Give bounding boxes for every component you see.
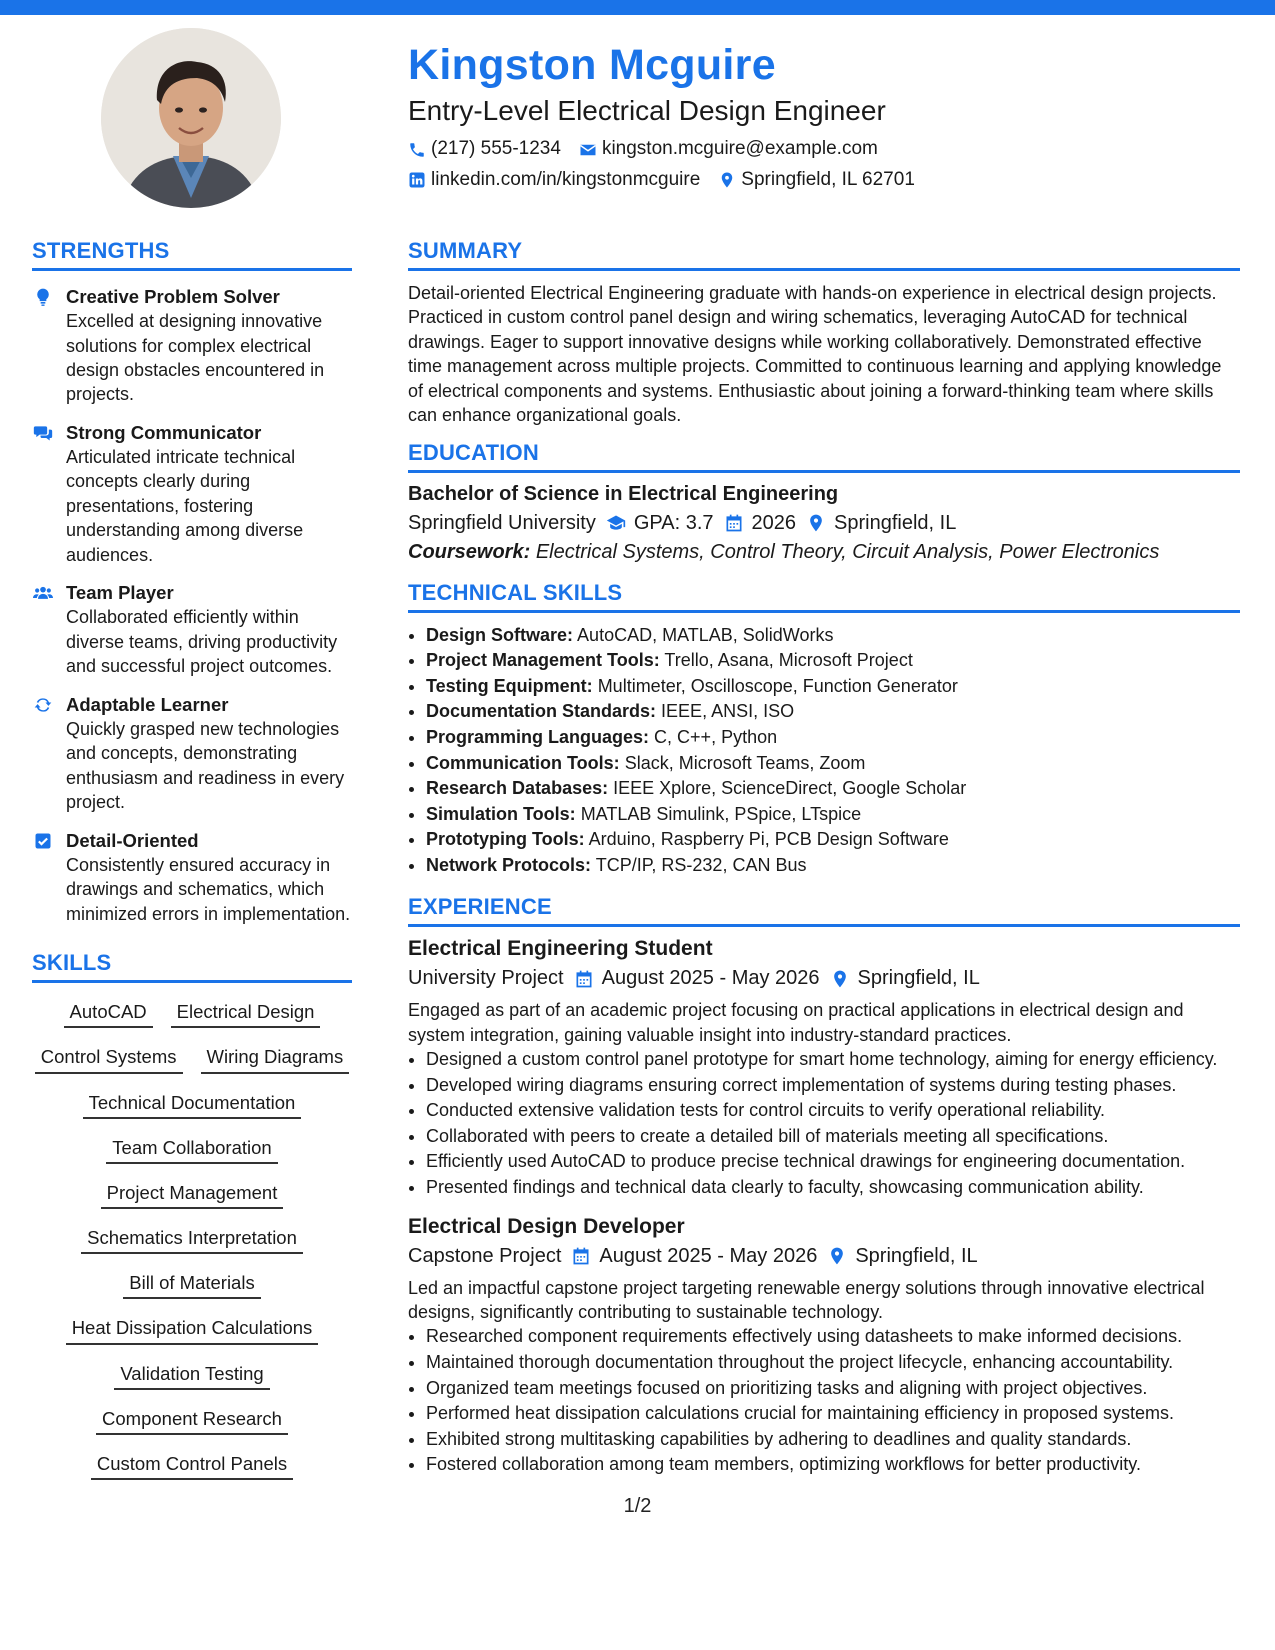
- comments-icon: [33, 423, 53, 443]
- page-number: 1/2: [623, 1495, 652, 1517]
- linkedin-text[interactable]: linkedin.com/in/kingstonmcguire: [431, 168, 701, 190]
- strength-desc: Excelled at designing innovative solutions for complex electrical design obstacles encountered in projects.: [66, 311, 325, 405]
- job-entry: [408, 1215, 1240, 1478]
- degree-title: Bachelor of Science in Electrical Engineering: [408, 482, 839, 505]
- graduation-cap-icon: [606, 513, 626, 533]
- strength-title: Strong Communicator: [66, 421, 262, 443]
- list-item: • Presented findings and technical data clearly to faculty, showcasing communication ability.: [426, 1175, 1240, 1201]
- calendar-icon: [724, 513, 744, 533]
- calendar-icon: [574, 969, 594, 989]
- strength-item: [32, 693, 352, 815]
- summary-text: Detail-oriented Electrical Engineering graduate with hands-on experience in electrical design projects. Practiced in custom control panel design and wiring schematics, leveraging AutoCAD for technical drawings. Eager to support innovative designs while working collaboratively. Demonstrated effective time management across multiple projects. Committed to continuous learning and applying knowledge of electrical components and systems. Enthusiastic about joining a forward-thinking team where skills can enhance organizational goals.: [408, 283, 1222, 426]
- phone-contact: [408, 137, 561, 162]
- job-dates: August 2025 - May 2026: [599, 1244, 818, 1267]
- candidate-title: Entry-Level Electrical Design Engineer: [408, 94, 886, 126]
- strength-title: Team Player: [66, 582, 174, 604]
- coursework: [408, 541, 1240, 564]
- email-text[interactable]: kingston.mcguire@example.com: [601, 138, 878, 160]
- linkedin-icon: [408, 171, 426, 189]
- strength-desc: Articulated intricate technical concepts clearly during presentations, fostering understanding among diverse audiences.: [66, 446, 304, 565]
- candidate-name: Kingston Mcguire: [408, 41, 776, 89]
- job-title: Electrical Engineering Student: [408, 937, 713, 961]
- job-description: Led an impactful capstone project targeting renewable energy solutions through innovative electrical designs, significantly contributing to sustainable technology.: [408, 1277, 1205, 1322]
- location-text: Springfield, IL 62701: [741, 168, 915, 190]
- job-location: Springfield, IL: [857, 967, 980, 990]
- job-meta: [408, 1245, 1240, 1268]
- skill-tag: Electrical Design: [171, 997, 321, 1028]
- map-pin-icon: [827, 1246, 847, 1266]
- list-item: • Testing Equipment: Multimeter, Oscilloscope, Function Generator: [426, 674, 1240, 700]
- strength-item: [32, 285, 352, 407]
- summary-heading: SUMMARY: [408, 238, 1240, 271]
- skill-tag: Bill of Materials: [123, 1268, 260, 1299]
- calendar-icon: [571, 1246, 591, 1266]
- list-item: • Network Protocols: TCP/IP, RS-232, CAN Bus: [426, 853, 1240, 879]
- list-item: • Design Software: AutoCAD, MATLAB, SolidWorks: [426, 623, 1240, 649]
- list-item: • Project Management Tools: Trello, Asana, Microsoft Project: [426, 648, 1240, 674]
- list-item: • Collaborated with peers to create a detailed bill of materials meeting all specifications.: [426, 1124, 1240, 1150]
- resume-header: [408, 40, 1228, 193]
- coursework-label: Coursework:: [408, 540, 531, 563]
- skill-tag: Component Research: [96, 1404, 288, 1435]
- grad-year: 2026: [751, 511, 797, 534]
- map-pin-icon: [806, 513, 826, 533]
- coursework-list: Electrical Systems, Control Theory, Circuit Analysis, Power Electronics: [535, 540, 1160, 563]
- skill-tag: Custom Control Panels: [91, 1449, 293, 1480]
- list-item: • Exhibited strong multitasking capabilities by adhering to deadlines and quality standards.: [426, 1427, 1240, 1453]
- list-item: • Programming Languages: C, C++, Python: [426, 725, 1240, 751]
- skill-tag: Team Collaboration: [106, 1133, 277, 1164]
- list-item: • Efficiently used AutoCAD to produce precise technical drawings for engineering documentation.: [426, 1149, 1240, 1175]
- experience-heading: EXPERIENCE: [408, 894, 1240, 927]
- email-contact[interactable]: [579, 137, 878, 162]
- list-item: • Designed a custom control panel prototype for smart home technology, aiming for energy efficiency.: [426, 1047, 1240, 1073]
- education-heading: EDUCATION: [408, 440, 1240, 473]
- list-item: • Research Databases: IEEE Xplore, ScienceDirect, Google Scholar: [426, 776, 1240, 802]
- job-description: Engaged as part of an academic project focusing on practical applications in electrical design and system integration, gaining valuable insight into industry-standard practices.: [408, 1000, 1184, 1045]
- strength-desc: Consistently ensured accuracy in drawings and schematics, which minimized errors in implementation.: [66, 854, 351, 924]
- list-item: • Conducted extensive validation tests for control circuits to verify operational reliability.: [426, 1098, 1240, 1124]
- skill-tag: AutoCAD: [64, 997, 153, 1028]
- technical-skills-list: [408, 623, 1240, 878]
- strength-title: Adaptable Learner: [66, 693, 229, 715]
- list-item: • Maintained thorough documentation throughout the project lifecycle, enhancing accountability.: [426, 1350, 1240, 1376]
- map-pin-icon: [830, 969, 850, 989]
- list-item: • Simulation Tools: MATLAB Simulink, PSpice, LTspice: [426, 802, 1240, 828]
- map-pin-icon: [718, 171, 736, 189]
- job-location: Springfield, IL: [855, 1244, 978, 1267]
- top-accent-bar: [0, 0, 1275, 15]
- skills-list: [32, 993, 352, 1494]
- job-org: University Project: [408, 967, 564, 990]
- list-item: • Prototyping Tools: Arduino, Raspberry Pi, PCB Design Software: [426, 827, 1240, 853]
- list-item: • Researched component requirements effectively using datasheets to make informed decisions.: [426, 1324, 1240, 1350]
- job-bullets: [408, 1324, 1240, 1477]
- strength-title: Creative Problem Solver: [66, 286, 280, 307]
- strength-item: [32, 829, 352, 926]
- skill-tag: Control Systems: [35, 1042, 183, 1073]
- skill-tag: Project Management: [101, 1178, 284, 1209]
- school-name: Springfield University: [408, 511, 596, 534]
- phone-text: (217) 555-1234: [431, 138, 561, 160]
- education-meta: [408, 512, 1240, 535]
- skill-tag: Schematics Interpretation: [81, 1223, 303, 1254]
- skill-tag: Technical Documentation: [83, 1088, 302, 1119]
- left-column: [32, 238, 352, 1494]
- sync-icon: [33, 695, 53, 715]
- skill-tag: Validation Testing: [114, 1359, 269, 1390]
- job-dates: August 2025 - May 2026: [601, 967, 820, 990]
- school-location: Springfield, IL: [834, 511, 957, 534]
- strengths-heading: STRENGTHS: [32, 238, 352, 271]
- list-item: • Performed heat dissipation calculations crucial for maintaining efficiency in proposed systems.: [426, 1401, 1240, 1427]
- envelope-icon: [579, 141, 597, 159]
- users-icon: [33, 583, 53, 603]
- strength-item: [32, 581, 352, 678]
- checkbox-icon: [33, 831, 53, 851]
- skill-tag: Heat Dissipation Calculations: [66, 1313, 319, 1344]
- list-item: • Fostered collaboration among team members, optimizing workflows for better productivity.: [426, 1452, 1240, 1478]
- right-column: [408, 238, 1240, 1490]
- technical-skills-heading: TECHNICAL SKILLS: [408, 580, 1240, 613]
- list-item: • Developed wiring diagrams ensuring correct implementation of systems during testing phases.: [426, 1073, 1240, 1099]
- strength-desc: Collaborated efficiently within diverse teams, driving productivity and successful project outcomes.: [66, 607, 338, 677]
- list-item: • Organized team meetings focused on prioritizing tasks and aligning with project objectives.: [426, 1376, 1240, 1402]
- strength-desc: Quickly grasped new technologies and concepts, demonstrating enthusiasm and readiness in every project.: [66, 718, 345, 813]
- job-bullets: [408, 1047, 1240, 1200]
- profile-photo: [101, 28, 281, 208]
- list-item: • Communication Tools: Slack, Microsoft Teams, Zoom: [426, 751, 1240, 777]
- list-item: • Documentation Standards: IEEE, ANSI, ISO: [426, 699, 1240, 725]
- skill-tag: Wiring Diagrams: [201, 1042, 350, 1073]
- skills-heading: SKILLS: [32, 950, 352, 983]
- job-org: Capstone Project: [408, 1244, 562, 1267]
- job-meta: [408, 967, 1240, 990]
- job-title: Electrical Design Developer: [408, 1214, 685, 1238]
- phone-icon: [408, 141, 426, 159]
- job-entry: [408, 937, 1240, 1200]
- gpa-text: GPA: 3.7: [633, 511, 714, 534]
- linkedin-contact[interactable]: [408, 168, 700, 193]
- strength-item: [32, 421, 352, 567]
- strength-title: Detail-Oriented: [66, 829, 199, 851]
- lightbulb-icon: [33, 287, 53, 307]
- location-contact: [718, 168, 915, 193]
